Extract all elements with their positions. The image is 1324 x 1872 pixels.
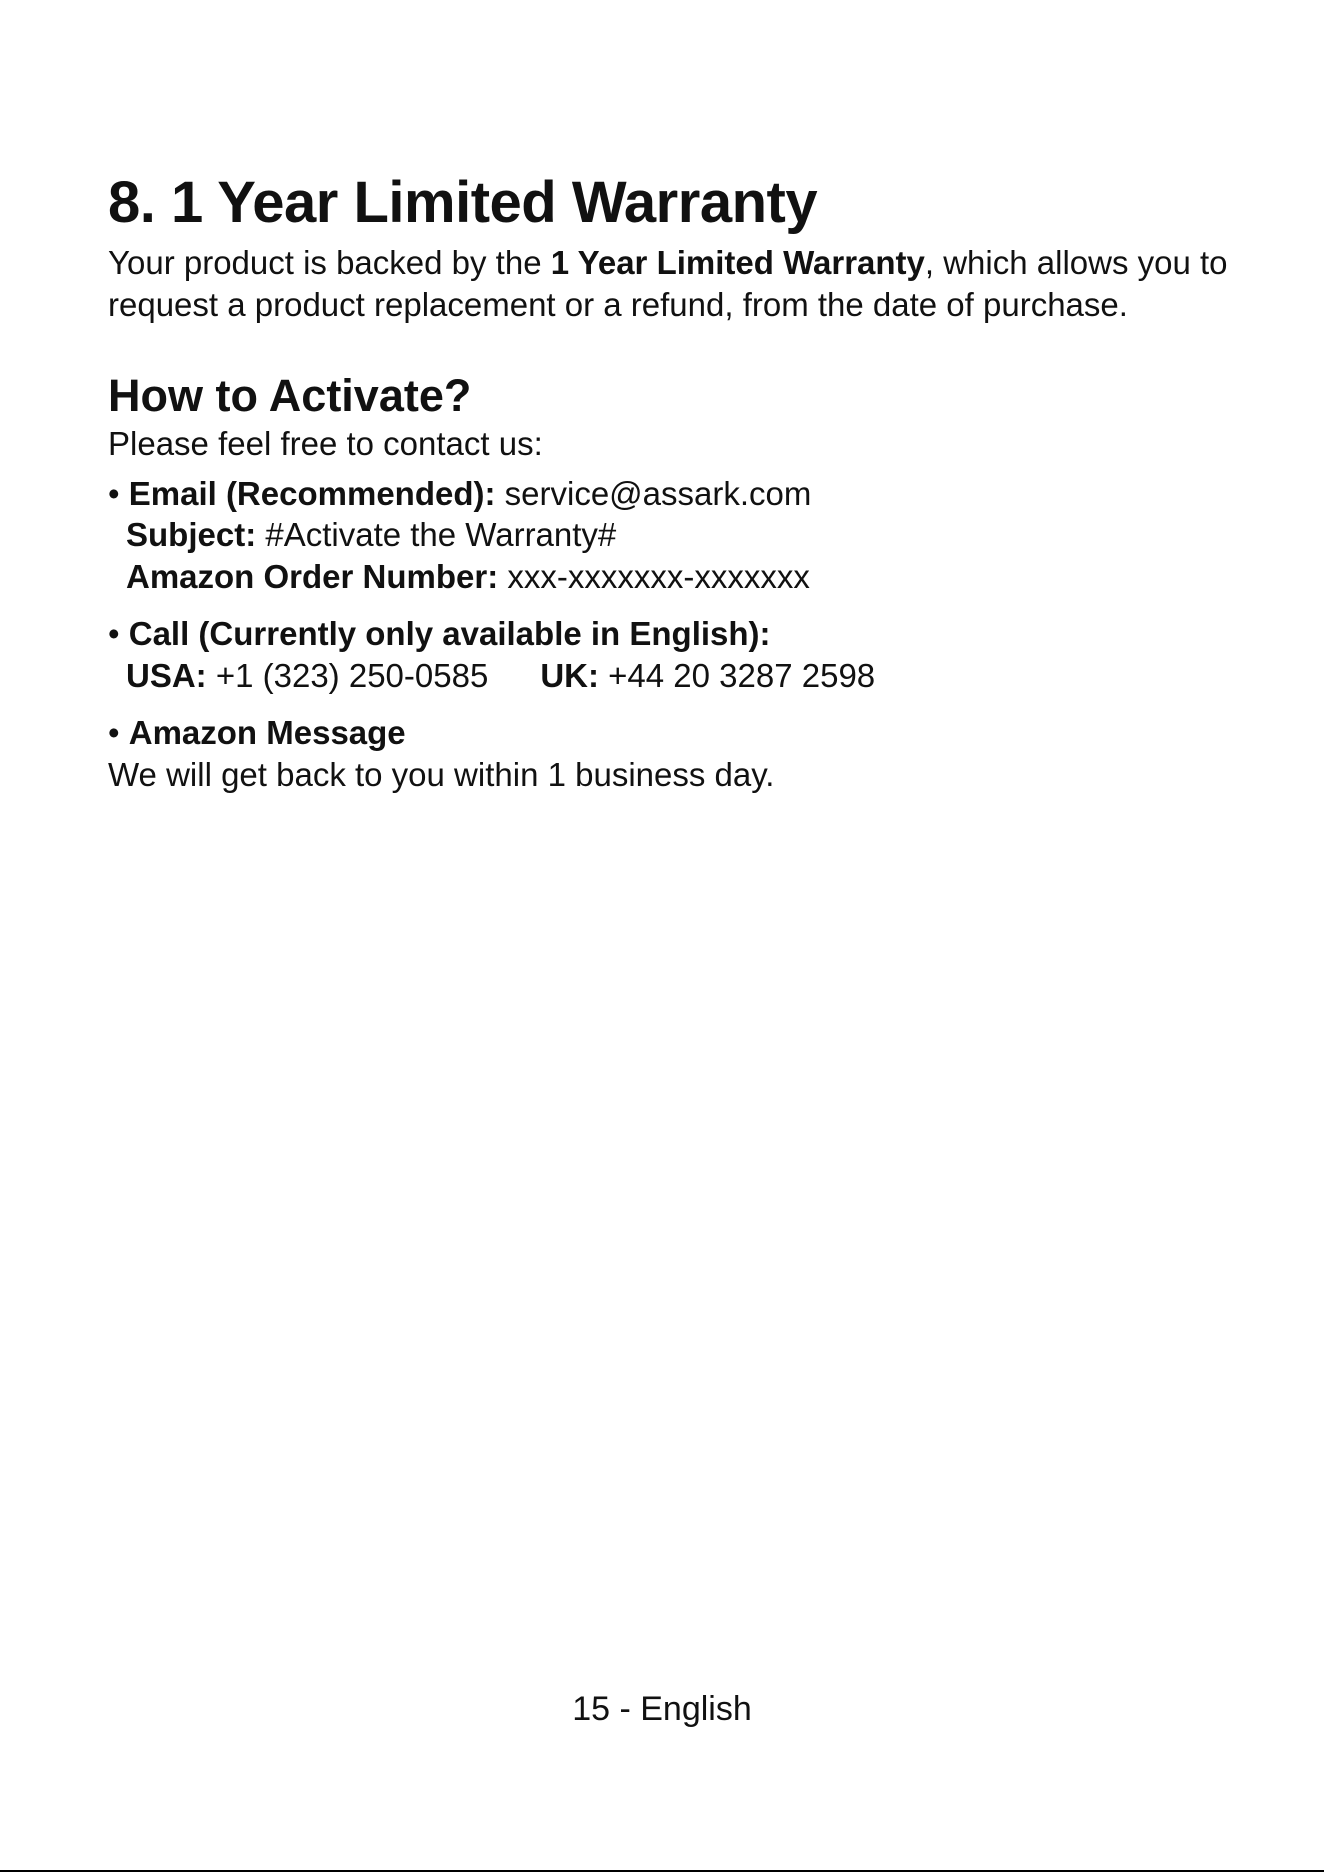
warranty-page [108, 170, 1228, 795]
usa-phone: +1 (323) 250-0585 [206, 656, 489, 694]
uk-label: UK: [540, 656, 599, 694]
page-number: 15 - English [572, 1690, 752, 1728]
uk-phone-group [540, 657, 875, 694]
order-number-line [108, 556, 1228, 598]
activate-intro: Please feel free to contact us: [108, 425, 543, 462]
section-title: 8. 1 Year Limited Warranty [108, 170, 818, 235]
intro-text-bold: 1 Year Limited Warranty [550, 244, 925, 281]
activate-heading: How to Activate? [108, 370, 472, 421]
subject-line [108, 514, 1228, 556]
order-number-label: Amazon Order Number: [126, 557, 499, 595]
message-contact-block [108, 712, 1228, 795]
subject-value: #Activate the Warranty# [256, 516, 617, 553]
bullet-dot: • [108, 714, 120, 751]
warranty-intro [108, 242, 1228, 325]
message-label: Amazon Message [128, 714, 406, 751]
message-line [108, 712, 1228, 754]
order-number-value: xxx-xxxxxxx-xxxxxxx [498, 557, 810, 595]
usa-label: USA: [126, 656, 207, 694]
email-address: service@assark.com [495, 474, 812, 512]
call-contact-block [108, 613, 1228, 696]
phone-numbers-line [108, 655, 1228, 697]
email-contact-block [108, 473, 1228, 598]
email-line [108, 473, 1228, 515]
bullet-dot: • [108, 615, 120, 652]
call-label: Call (Currently only available in English): [128, 615, 771, 652]
bullet-dot: • [108, 474, 120, 512]
email-label: Email (Recommended): [128, 474, 496, 512]
intro-text-start: Your product is backed by the [108, 244, 551, 281]
uk-phone: +44 20 3287 2598 [598, 656, 876, 694]
subject-label: Subject: [126, 516, 257, 553]
call-line [108, 613, 1228, 655]
response-time-note: We will get back to you within 1 business day. [108, 755, 775, 793]
intro-text-end: , which allows you to request a product replacement or a refund, from the date of purchase. [108, 244, 1228, 323]
